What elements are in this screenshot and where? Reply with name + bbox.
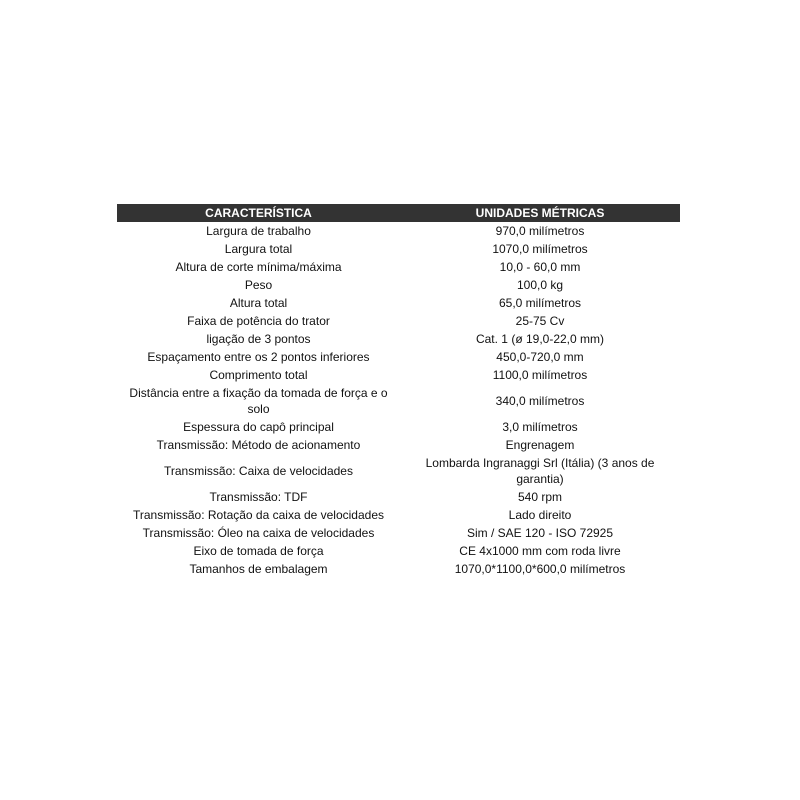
- table-row: [117, 348, 680, 366]
- row-label: ligação de 3 pontos: [206, 332, 311, 346]
- row-value: 340,0 milímetros: [495, 394, 585, 408]
- row-label: Eixo de tomada de força: [193, 544, 324, 558]
- table-row: [117, 418, 680, 436]
- row-value: 1100,0 milímetros: [492, 368, 588, 382]
- table-row: [117, 312, 680, 330]
- row-value: 1070,0 milímetros: [492, 242, 588, 256]
- row-value: 10,0 - 60,0 mm: [499, 260, 581, 274]
- table-row: [117, 542, 680, 560]
- row-value: Cat. 1 (ø 19,0-22,0 mm): [475, 332, 605, 346]
- row-value: 540 rpm: [517, 490, 563, 504]
- row-value: 3,0 milímetros: [502, 420, 578, 434]
- row-label: Tamanhos de embalagem: [189, 562, 328, 576]
- table-row: [117, 384, 680, 418]
- row-value: Lombarda Ingranaggi Srl (Itália) (3 anos de garantia): [425, 456, 655, 486]
- row-value: Lado direito: [508, 508, 572, 522]
- row-value: Sim / SAE 120 - ISO 72925: [466, 526, 614, 540]
- header-unidades-metricas: UNIDADES MÉTRICAS: [400, 204, 680, 222]
- header-caracteristica: CARACTERÍSTICA: [117, 204, 400, 222]
- row-label: Comprimento total: [209, 368, 308, 382]
- table-row: [117, 276, 680, 294]
- table-row: [117, 524, 680, 542]
- spec-table-header: [117, 204, 680, 222]
- row-label: Transmissão: Método de acionamento: [156, 438, 361, 452]
- row-label: Distância entre a fixação da tomada de força e o solo: [129, 386, 388, 416]
- row-value: 1070,0*1100,0*600,0 milímetros: [454, 562, 626, 576]
- table-row: [117, 488, 680, 506]
- row-label: Espaçamento entre os 2 pontos inferiores: [147, 350, 370, 364]
- table-row: [117, 506, 680, 524]
- table-row: [117, 240, 680, 258]
- spec-table-body: [117, 222, 680, 578]
- row-value: 100,0 kg: [516, 278, 564, 292]
- row-value: CE 4x1000 mm com roda livre: [459, 544, 621, 558]
- row-label: Transmissão: Caixa de velocidades: [164, 464, 353, 478]
- table-row: [117, 294, 680, 312]
- header-row: [117, 204, 680, 222]
- table-row: [117, 222, 680, 240]
- row-label: Espessura do capô principal: [183, 420, 334, 434]
- spec-table: [117, 204, 680, 578]
- row-value: 65,0 milímetros: [498, 296, 582, 310]
- row-value: 970,0 milímetros: [495, 224, 585, 238]
- row-label: Largura total: [224, 242, 293, 256]
- table-row: [117, 436, 680, 454]
- row-label: Largura de trabalho: [206, 224, 311, 238]
- row-label: Altura de corte mínima/máxima: [175, 260, 342, 274]
- row-label: Peso: [244, 278, 273, 292]
- row-value: 25-75 Cv: [515, 314, 565, 328]
- row-label: Transmissão: Rotação da caixa de velocidades: [132, 508, 385, 522]
- row-label: Transmissão: Óleo na caixa de velocidades: [142, 526, 375, 540]
- table-row: [117, 258, 680, 276]
- row-value: 450,0-720,0 mm: [496, 350, 584, 364]
- table-row: [117, 330, 680, 348]
- row-label: Faixa de potência do trator: [187, 314, 330, 328]
- table-row: [117, 366, 680, 384]
- table-row: [117, 454, 680, 488]
- row-label: Altura total: [229, 296, 288, 310]
- row-value: Engrenagem: [505, 438, 575, 452]
- table-row: [117, 560, 680, 578]
- row-label: Transmissão: TDF: [209, 490, 308, 504]
